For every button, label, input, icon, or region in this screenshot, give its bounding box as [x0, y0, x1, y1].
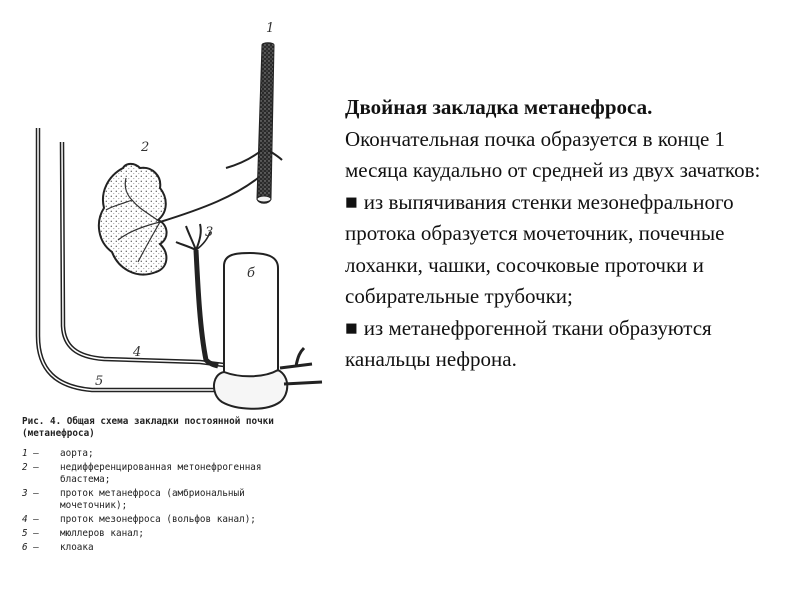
bullet-text: из выпячивания стенки мезонефрального протока образуется мочеточник, почечные лоханки, чашки, сосочковые проточки и собирательные трубочки;: [345, 189, 734, 308]
intro-paragraph: Окончательная почка образуется в конце 1 месяца каудально от средней из двух зачатков:: [345, 126, 761, 182]
legend-item: [22, 448, 312, 460]
outflow-duct-upper: [280, 348, 312, 368]
aorta: [226, 43, 282, 204]
metanephric-duct: [176, 224, 218, 366]
label-3: 3: [205, 225, 214, 240]
legend-text: клоака: [60, 542, 94, 553]
figure-caption: [22, 416, 312, 556]
bullet-text: из метанефрогенной ткани образуются канальцы нефрона.: [345, 315, 712, 371]
legend-text: проток метанефроса (амбриональный мочеточник);: [60, 488, 245, 511]
legend-number: 5 —: [22, 528, 39, 539]
renal-vessel: [160, 178, 258, 222]
legend-text: проток мезонефроса (вольфов канал);: [60, 514, 256, 525]
legend-item: [22, 528, 312, 540]
legend-item: [22, 488, 312, 512]
legend: [22, 448, 312, 554]
bullet-item: [345, 313, 785, 376]
outflow-duct-lower: [284, 382, 322, 384]
label-1: 1: [266, 21, 275, 36]
legend-number: 3 —: [22, 488, 39, 499]
legend-text: мюллеров канал;: [60, 528, 144, 539]
legend-number: 1 —: [22, 448, 39, 459]
square-bullet-icon: ■: [345, 189, 358, 214]
legend-number: 6 —: [22, 542, 39, 553]
caption-title: Рис. 4. Общая схема закладки постоянной почки (метанефроса): [22, 416, 274, 439]
metanephros-diagram: [0, 0, 340, 415]
legend-number: 2 —: [22, 462, 39, 473]
label-6: б: [247, 266, 255, 281]
legend-text: аорта;: [60, 448, 94, 459]
label-2: 2: [141, 140, 150, 155]
metanephrogenic-blastema: [99, 164, 167, 275]
label-4: 4: [133, 345, 142, 360]
square-bullet-icon: ■: [345, 315, 358, 340]
legend-text: недифференцированная метонефрогенная бластема;: [60, 462, 262, 485]
slide-text: [345, 92, 785, 376]
slide-title: Двойная закладка метанефроса.: [345, 95, 653, 119]
bullet-item: [345, 187, 785, 313]
label-5: 5: [95, 374, 104, 389]
legend-number: 4 —: [22, 514, 39, 525]
legend-item: [22, 514, 312, 526]
legend-item: [22, 542, 312, 554]
legend-item: [22, 462, 312, 486]
